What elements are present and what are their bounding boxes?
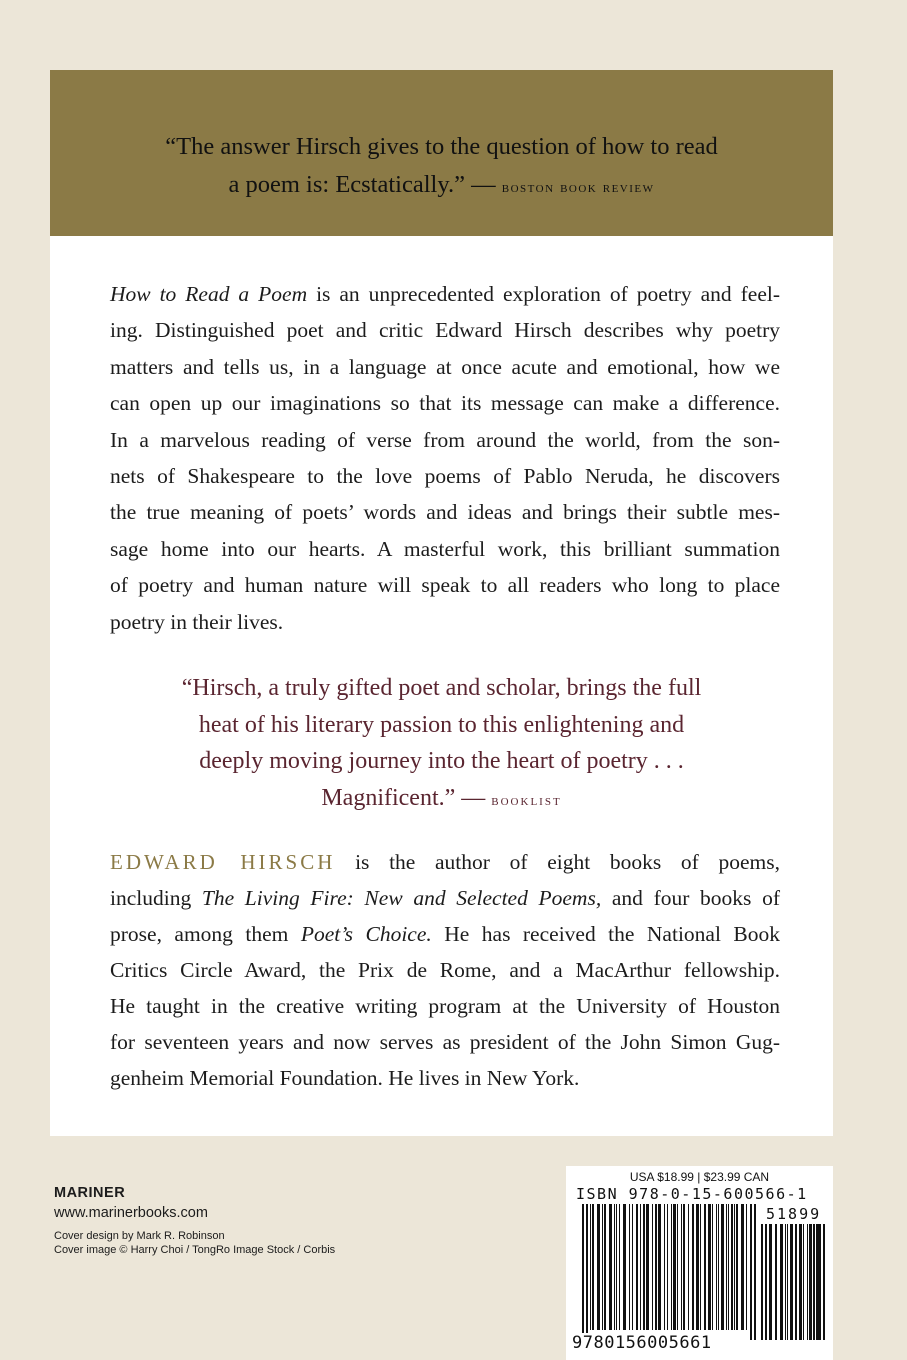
barcode-bar (813, 1224, 815, 1340)
description-line: nets of Shakespeare to the love poems of Pablo Neruda, he discovers (110, 463, 780, 488)
barcode-bar (819, 1224, 821, 1340)
barcode-bar (646, 1204, 649, 1330)
description-line: ing. Distinguished poet and critic Edward Hirsch describes why poetry (110, 318, 780, 343)
barcode-bar (746, 1204, 747, 1330)
price-label: USA $18.99 | $23.99 CAN (629, 1170, 770, 1184)
barcode-bar (765, 1224, 767, 1340)
barcode-bar (629, 1204, 630, 1330)
barcode-bar (582, 1204, 584, 1340)
barcode-bar (761, 1224, 763, 1340)
bio-line: He taught in the creative writing program at the University of Houston (110, 994, 780, 1018)
barcode-bar (721, 1204, 724, 1330)
barcode-bar (787, 1224, 788, 1340)
banner-quote (50, 128, 833, 207)
ean-barcode (582, 1204, 758, 1344)
book-description (110, 276, 780, 640)
barcode-bar (726, 1204, 727, 1330)
barcode-bar (799, 1224, 802, 1340)
barcode-bar (754, 1204, 756, 1340)
bio-line: including The Living Fire: New and Selected Poems, and four books of (110, 886, 780, 910)
banner-source: boston book review (501, 179, 655, 196)
barcode-bar (604, 1204, 606, 1330)
barcode-bar (673, 1204, 676, 1330)
barcode-bar (700, 1204, 701, 1330)
barcode-bar (728, 1204, 729, 1330)
book-title-living-fire: The Living Fire: New and Selected Poems, (201, 886, 602, 910)
barcode-bar (667, 1204, 668, 1330)
author-bio (110, 844, 780, 1096)
barcode-bar (664, 1204, 665, 1330)
barcode-bar (809, 1224, 812, 1340)
description-line: sage home into our hearts. A masterful work, this brilliant summation (110, 536, 780, 561)
barcode-bar (590, 1204, 591, 1330)
barcode-bar (741, 1204, 744, 1330)
barcode-bar (652, 1204, 653, 1330)
barcode-bar (704, 1204, 706, 1330)
pull-quote-line: “Hirsch, a truly gifted poet and scholar, brings the full (181, 675, 702, 701)
book-title: How to Read a Poem (110, 282, 308, 306)
pull-quote-line: deeply moving journey into the heart of poetry . . . (199, 748, 684, 774)
pull-quote-source: booklist (491, 792, 562, 809)
cover-design-credit: Cover design by Mark R. Robinson (54, 1230, 225, 1242)
barcode-bar (655, 1204, 657, 1330)
banner-quote-line2: a poem is: Ecstatically.” (228, 171, 466, 198)
banner-quote-line1: “The answer Hirsch gives to the question of how to read (165, 133, 718, 160)
barcode-bar (597, 1204, 600, 1330)
pull-quote-line: heat of his literary passion to this enlightening and (198, 711, 685, 738)
publisher-name: MARINER (54, 1185, 126, 1201)
barcode-bar (795, 1224, 797, 1340)
description-line: How to Read a Poem is an unprecedented exploration of poetry and feel- (110, 282, 780, 306)
pull-quote (50, 670, 833, 819)
barcode-bar (712, 1204, 713, 1330)
bio-line: for seventeen years and now serves as president of the John Simon Gug- (110, 1030, 780, 1054)
barcode-bar (586, 1204, 588, 1340)
bio-line: EDWARD HIRSCH is the author of eight books of poems, (110, 850, 780, 874)
barcode-bar (780, 1224, 783, 1340)
barcode-bar (677, 1204, 678, 1330)
description-line: of poetry and human nature will speak to all readers who long to place (110, 573, 780, 598)
banner-dash: — (471, 171, 496, 198)
bio-line: prose, among them Poet’s Choice. He has received the National Book (110, 922, 780, 946)
barcode-bar (692, 1204, 694, 1330)
barcode-bar (671, 1204, 672, 1330)
barcode-bar (681, 1204, 682, 1330)
barcode-bar (823, 1224, 825, 1340)
publisher-website: www.marinerbooks.com (54, 1205, 208, 1221)
barcode-bar (718, 1204, 719, 1330)
barcode-bar (614, 1204, 615, 1330)
barcode-bar (816, 1224, 819, 1340)
description-line: the true meaning of poets’ words and ideas and brings their subtle mes- (110, 500, 780, 525)
barcode-bar (696, 1204, 699, 1330)
barcode-bar (643, 1204, 645, 1330)
barcode-box (566, 1166, 833, 1360)
barcode-bar (619, 1204, 620, 1330)
back-cover-panel (50, 70, 833, 1136)
cover-image-credit: Cover image © Harry Choi / TongRo Image Stock / Corbis (54, 1244, 336, 1256)
barcode-bar (734, 1204, 735, 1330)
barcode-bar (640, 1204, 641, 1330)
barcode-bar (785, 1224, 786, 1340)
barcode-bar (609, 1204, 612, 1330)
addon-digits: 51899 (766, 1205, 822, 1223)
description-line: matters and tells us, in a language at once acute and emotional, how we (110, 354, 780, 379)
addon-barcode (761, 1224, 827, 1344)
pull-quote-dash: — (461, 784, 486, 811)
description-line: In a marvelous reading of verse from around the world, from the son- (110, 427, 780, 452)
author-name: EDWARD HIRSCH (110, 850, 336, 874)
bio-line: genheim Memorial Foundation. He lives in New York. (110, 1066, 580, 1090)
isbn-label: ISBN 978-0-15-600566-1 (576, 1185, 808, 1203)
barcode-bar (623, 1204, 626, 1330)
pull-quote-line: Magnificent.” (321, 784, 456, 811)
barcode-bar (750, 1204, 752, 1340)
book-title-poets-choice: Poet’s Choice. (300, 922, 432, 946)
barcode-bar (616, 1204, 617, 1330)
barcode-bar (769, 1224, 772, 1340)
barcode-bar (716, 1204, 717, 1330)
review-banner (50, 70, 833, 236)
barcode-bar (632, 1204, 633, 1330)
barcode-bar (803, 1224, 804, 1340)
barcode-bar (790, 1224, 793, 1340)
description-line: can open up our imaginations so that its message can make a difference. (110, 391, 780, 416)
barcode-bar (736, 1204, 738, 1330)
barcode-bar (688, 1204, 689, 1330)
barcode-bar (636, 1204, 638, 1330)
barcode-bar (775, 1224, 777, 1340)
description-line: poetry in their lives. (110, 609, 284, 634)
barcode-bar (602, 1204, 603, 1330)
publisher-imprint (54, 1183, 335, 1257)
barcode-bar (708, 1204, 711, 1330)
barcode-bar (683, 1204, 685, 1330)
barcode-bar (731, 1204, 733, 1330)
ean-digits: 9780156005661 (572, 1333, 712, 1353)
barcode-bar (807, 1224, 808, 1340)
barcode-bar (592, 1204, 594, 1330)
barcode-bar (658, 1204, 661, 1330)
bio-line: Critics Circle Award, the Prix de Rome, and a MacArthur fellowship. (110, 958, 780, 982)
